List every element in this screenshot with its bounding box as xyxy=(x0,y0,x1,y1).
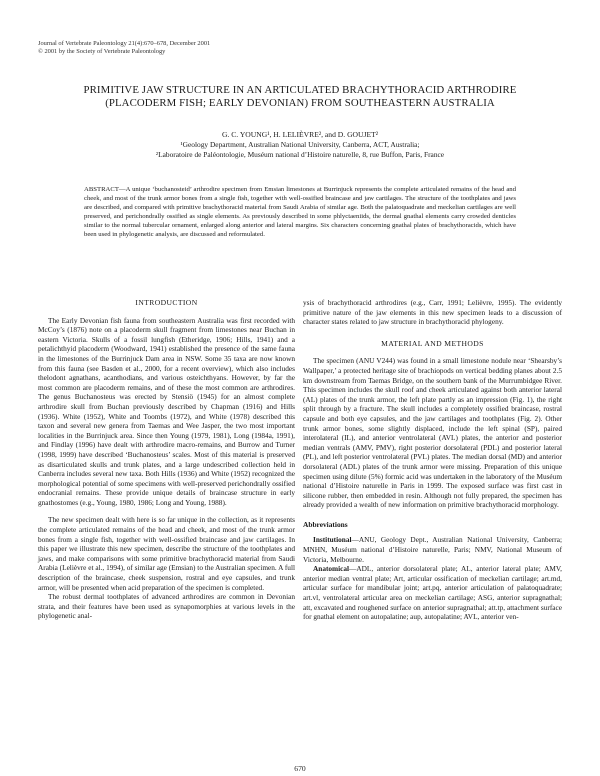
left-column xyxy=(38,298,295,621)
affiliation-1: ¹Geology Department, Australian National University, Canberra, ACT, Australia; xyxy=(180,140,420,149)
journal-copyright: © 2001 by the Society of Vertebrate Paleontology xyxy=(38,48,166,55)
anatomical-text: —ADL, anterior dorsolateral plate; AL, anterior lateral plate; AMV, anterior median ventral plate; Art, articular ossification of meckelian cartilage; art.md, articular surface for mandibular joint; art.pq, anterior articulation of palatoquadrate; art.vl, ventrolateral articular area on meckelian cartilage; ASG, anterior supragnathal; att, excavated and roughened surface on anterior supragnathal; att.tp, attachment surface for gnathal element on autopalatine; aup, autopalatine; AVL, anterior ven- xyxy=(303,564,562,622)
methods-paragraph-1: The specimen (ANU V244) was found in a small limestone nodule near ‘Shearsby’s Wallpaper,’ a protected heritage site of brachiopods on vertical bedding planes about 2.5 km downstream from Taemas Bridge, on the southern bank of the Murrumbidgee River. This specimen includes the skull roof and cheek articulated against both anterior lateral (AL) plates of the trunk armor, the left plate partly as an impression (Fig. 1), the right split through by a fracture. The skull includes a completely ossified braincase, rostral capsule and both eye capsules, and the jaw cartilages and toothplates (Fig. 2). Other trunk armor bones, some slightly displaced, include the left spinal (SP), paired interolateral (IL), and anterior ventrolateral (AVL) plates, the anterior and posterior median ventrals (AMV, PMV), right posterior dorsolateral (PDL) and posterior lateral (PL), and left posterior ventrolateral (PVL) plates. The median dorsal (MD) and anterior dorsolateral (ADL) plates of the trunk armor were missing. Preparation of this unique specimen using dilute (5%) formic acid was undertaken in the laboratory of the Muséum national d’Histoire naturelle in Paris in 1999. The exposed surface was first cast in silicone rubber, then embedded in resin. Although not fully prepared, the specimen has already provided a wealth of new information on primitive brachythoracid morphology. xyxy=(303,356,562,510)
institutional-label: Institutional xyxy=(313,535,352,545)
institutional-text: —ANU, Geology Dept., Australian National University, Canberra; MNHN, Muséum national d’Histoire naturelle, Paris; NMV, National Museum of Victoria, Melbourne. xyxy=(303,535,562,564)
anatomical-label: Anatomical xyxy=(313,564,350,574)
introduction-heading: INTRODUCTION xyxy=(135,298,198,307)
affiliation-2: ²Laboratoire de Paléontologie, Muséum national d’Histoire naturelle, 8, rue Buffon, Paris, France xyxy=(155,150,445,159)
journal-header xyxy=(38,40,210,56)
abstract: ABSTRACT—A unique ‘buchanosteid’ arthrodire specimen from Emsian limestones at Burrinjuck represents the complete articulated remains of the head and cheek, and most of the trunk armor bones from a single fish, together with well-ossified braincase and jaw cartilages. The structure of the toothplates and jaws are described, and compared with primitive brachythoracid material from Saudi Arabia of similar age. Both the palatoquadrate and meckelian cartilages are well preserved, and perichondrally ossified as single elements. As previously described in some phlyctaeniids, the dermal gnathal elements carry crowded denticles similar to the normal tubercular ornament, enlarged along anterior and lateral margins. Six characters concerning gnathal plates of brachythoracids, which have been used in phylogenetic analysis, are discussed and reformulated. xyxy=(84,186,516,238)
page-number: 670 xyxy=(294,764,306,773)
abbreviations-heading: Abbreviations xyxy=(303,519,348,529)
intro-paragraph-3: The robust dermal toothplates of advanced arthrodires are common in Devonian strata, and their features have been used as synapomorphies at various levels in the phylogenetic anal- xyxy=(38,592,295,621)
title-line-2: (PLACODERM FISH; EARLY DEVONIAN) FROM SOUTHEASTERN AUSTRALIA xyxy=(105,97,495,109)
abbrev-anatomical xyxy=(303,564,562,622)
intro-paragraph-1: The Early Devonian fish fauna from southeastern Australia was first recorded with McCoy’s (1876) note on a placoderm skull fragment from limestones near Buchan in eastern Victoria. Skulls of a fossil lungfish (Etheridge, 1906; Hills, 1941) and a petalichthyid placoderm (Woodward, 1941) established the presence of the same fauna in the limestones of the Burrinjuck Dam area in NSW. Some 35 taxa are now known from this fauna (see Basden et al., 2000, for a recent overview), which also includes thelodont agnathans, acanthodians, and various osteichthyans. However, by far the most common are placoderm remains, and of these the most common are arthrodires. The genus Buchanosteus was erected by Stensiö (1945) for an almost complete arthrodire skull from Buchan previously described by Chapman (1916) and Hills (1936). White (1952), White and Toombs (1972), and White (1978) described this taxon and several new genera from Taemas and Wee Jasper, the two most important localities in the Burrinjuck area. Since then Young (1979, 1981), Long (1984a, 1991), and Findlay (1996) have dealt with arthrodire macro-remains, and Burrow and Turner (1998, 1999) have described ‘Buchanosteus’ scales. Most of this material is preserved as disarticulated skulls and trunk plates, and a large undescribed collection held in Canberra includes several new taxa. Both Hills (1936) and White (1952) recognized the morphological potential of some specimens with well-preserved perichondrally ossified endocranial remains. These provide unique details of braincase structure in early gnathostomes (e.g., Young, 1980, 1986; Long and Young, 1988). xyxy=(38,315,295,507)
intro-continuation: ysis of brachythoracid arthrodires (e.g., Carr, 1991; Lelièvre, 1995). The evidently primitive nature of the jaw elements in this new specimen leads to a discussion of character states related to jaw structure in brachythoracid phylogeny. xyxy=(303,298,562,327)
right-column xyxy=(303,298,562,622)
abbrev-institutional xyxy=(303,535,562,564)
affiliations xyxy=(40,140,560,160)
title-line-1: PRIMITIVE JAW STRUCTURE IN AN ARTICULATED BRACHYTHORACID ARTHRODIRE xyxy=(83,84,517,96)
intro-paragraph-2: The new specimen dealt with here is so far unique in the collection, as it represents the complete articulated remains of the head and cheek, and most of the trunk armor bones from a single fish, together with well-ossified braincase and jaw cartilages. In this paper we illustrate this new specimen, describe the structure of the toothplates and jaws, and make comparisons with some primitive brachythoracid material from Saudi Arabia (Lelièvre et al., 1994), of similar age (Emsian) to the Australian specimen. A full description of the braincase, cheek suspension, rostral and eye capsules, and trunk armor, will be presented when acid preparation of the specimen is completed. xyxy=(38,515,295,592)
article-title xyxy=(40,84,560,110)
methods-heading: MATERIAL AND METHODS xyxy=(381,338,484,348)
journal-citation: Journal of Vertebrate Paleontology 21(4):670–678, December 2001 xyxy=(38,40,211,47)
author-list: G. C. YOUNG¹, H. LELIÈVRE², and D. GOUJET² xyxy=(221,130,379,139)
